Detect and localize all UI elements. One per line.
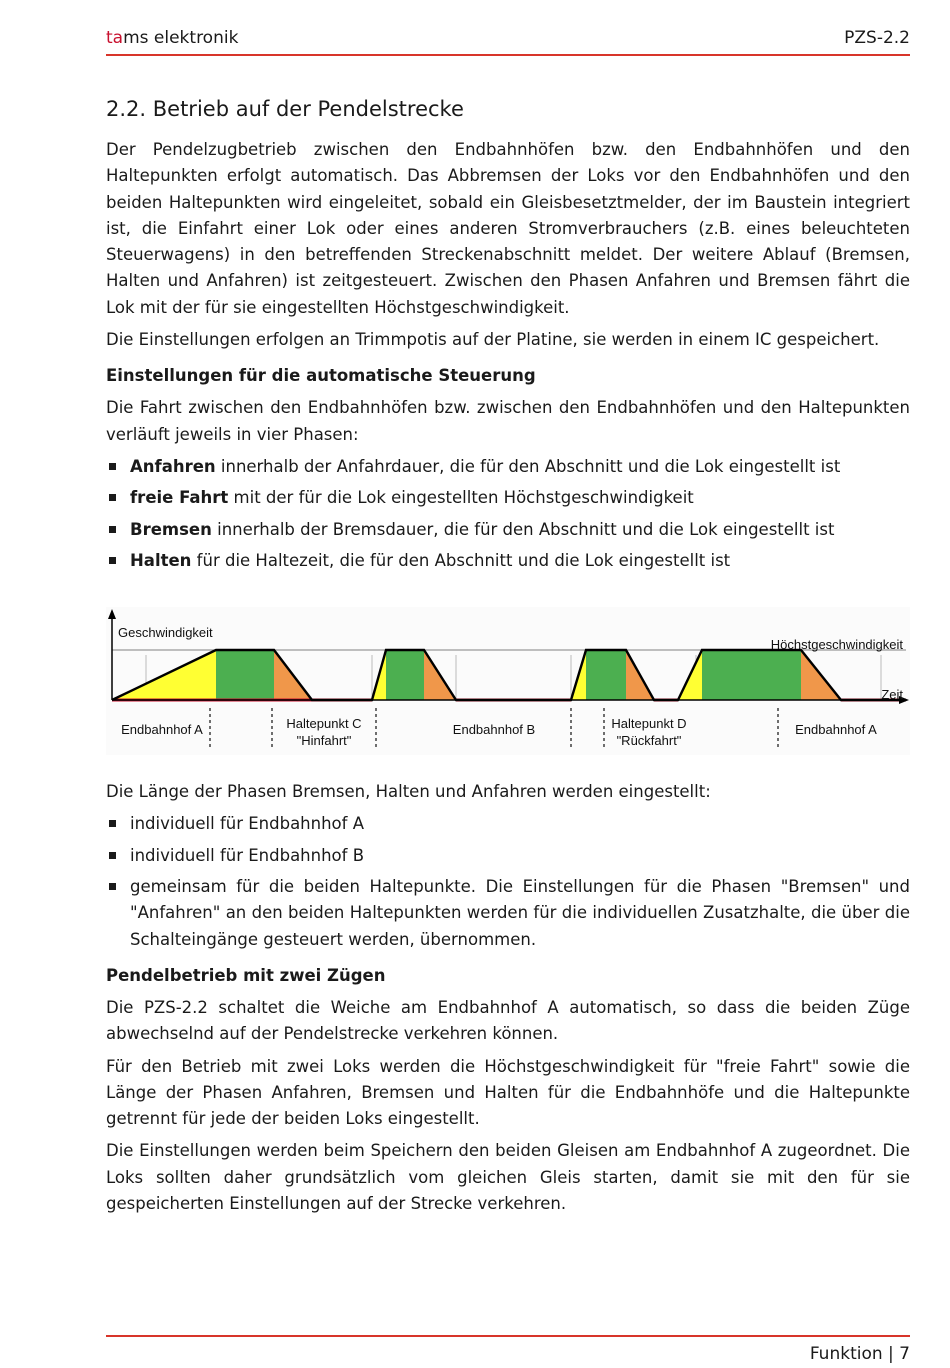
- brand-accent: ta: [106, 28, 124, 48]
- brand-rest: ms elektronik: [123, 28, 239, 48]
- brand-name: [106, 28, 238, 48]
- station-label: Endbahnhof A: [795, 722, 877, 738]
- y-axis-label: Geschwindigkeit: [118, 625, 213, 641]
- phase-item-fahrt: [106, 485, 910, 511]
- phase-desc: mit der für die Lok eingestellten Höchstgeschwindigkeit: [228, 488, 694, 508]
- phase-item-halten: [106, 548, 910, 574]
- two-trains-paragraph-3: Die Einstellungen werden beim Speichern den beiden Gleisen am Endbahnhof A zugeordnet. Die Loks sollten daher grundsätzlich vom gleichen Gleis starten, damit sie mit den für sie gespeicherten Einstellungen auf der Strecke verkehren.: [106, 1141, 910, 1214]
- phase-term: Bremsen: [130, 519, 212, 539]
- station-sublabel: "Rückfahrt": [616, 733, 682, 749]
- footer-rule: [106, 1335, 910, 1337]
- speed-diagram: [106, 607, 910, 755]
- phase-term: freie Fahrt: [130, 488, 229, 508]
- phase-item-anfahren: [106, 454, 910, 480]
- setting-item: individuell für Endbahnhof A: [106, 811, 910, 837]
- phase-list: [106, 454, 910, 574]
- auto-paragraph: Die Fahrt zwischen den Endbahnhöfen bzw. zwischen den Endbahnhöfen und den Haltepunkten verläuft jeweils in vier Phasen:: [106, 398, 910, 444]
- document-id: PZS-2.2: [844, 28, 910, 48]
- setting-item: individuell für Endbahnhof B: [106, 843, 910, 869]
- setting-list: [106, 811, 910, 952]
- setting-item: gemeinsam für die beiden Haltepunkte. Die Einstellungen für die Phasen "Bremsen" und "Anfahren" an den beiden Haltepunkten werden für die individuellen Zusatzhalte, die über die Schalteingänge gesteuert werden, übernommen.: [106, 874, 910, 953]
- phases-paragraph: Die Länge der Phasen Bremsen, Halten und Anfahren werden eingestellt:: [106, 782, 711, 802]
- station-label: Haltepunkt C: [286, 716, 362, 732]
- fahrt-phase: [702, 650, 801, 700]
- phase-term: Anfahren: [130, 456, 216, 476]
- station-label: Endbahnhof B: [452, 722, 536, 738]
- phase-desc: innerhalb der Anfahrdauer, die für den Abschnitt und die Lok eingestellt ist: [215, 456, 841, 476]
- phase-term: Halten: [130, 550, 192, 570]
- two-trains-heading: Pendelbetrieb mit zwei Zügen: [106, 965, 386, 985]
- max-speed-label: Höchstgeschwindigkeit: [770, 637, 903, 653]
- section-title: 2.2. Betrieb auf der Pendelstrecke: [106, 97, 464, 121]
- phase-desc: innerhalb der Bremsdauer, die für den Abschnitt und die Lok eingestellt ist: [211, 519, 835, 539]
- two-trains-paragraph-1: Die PZS-2.2 schaltet die Weiche am Endbahnhof A automatisch, so dass die beiden Züge abwechselnd auf der Pendelstrecke verkehren können.: [106, 997, 910, 1044]
- two-trains-paragraph-2: Für den Betrieb mit zwei Loks werden die Höchstgeschwindigkeit für "freie Fahrt" sowie die Länge der Phasen Anfahren, Bremsen und Halten für die Endbahnhöfe und die Haltepunkte getrennt für jede der beiden Loks eingestellt.: [106, 1056, 910, 1129]
- station-sublabel: "Hinfahrt": [296, 733, 352, 749]
- page-content: [106, 95, 910, 1223]
- fahrt-phase: [216, 650, 274, 700]
- phase-item-bremsen: [106, 517, 910, 543]
- x-axis-label: Zeit: [881, 687, 903, 703]
- page-header: [106, 26, 910, 52]
- phase-desc: für die Haltezeit, die für den Abschnitt und die Lok eingestellt ist: [191, 550, 731, 570]
- page-footer: Funktion | 7: [809, 1344, 910, 1364]
- auto-heading: Einstellungen für die automatische Steuerung: [106, 366, 536, 386]
- header-rule: [106, 54, 910, 56]
- station-label: Endbahnhof A: [121, 722, 203, 738]
- fahrt-phase: [386, 650, 424, 700]
- settings-paragraph: Die Einstellungen erfolgen an Trimmpotis auf der Platine, sie werden in einem IC gespeichert.: [106, 330, 880, 350]
- fahrt-phase: [586, 650, 626, 700]
- station-label: Haltepunkt D: [611, 716, 687, 732]
- intro-paragraph: Der Pendelzugbetrieb zwischen den Endbahnhöfen bzw. den Endbahnhöfen und den Haltepunkten erfolgt automatisch. Das Abbremsen der Loks vor den Endbahnhöfen und den beiden Haltepunkten wird eingeleitet, sobald ein Gleisbesetztmelder, der im Baustein integriert ist, die Einfahrt einer Lok oder eines anderen Stromverbrauchers (z.B. eines beleuchteten Steuerwagens) in den betreffenden Streckenabschnitt meldet. Der weitere Ablauf (Bremsen, Halten und Anfahren) ist zeitgesteuert. Zwischen den Phasen Anfahren und Bremsen fährt die Lok mit der für sie eingestellten Höchstgeschwindigkeit.: [106, 140, 910, 317]
